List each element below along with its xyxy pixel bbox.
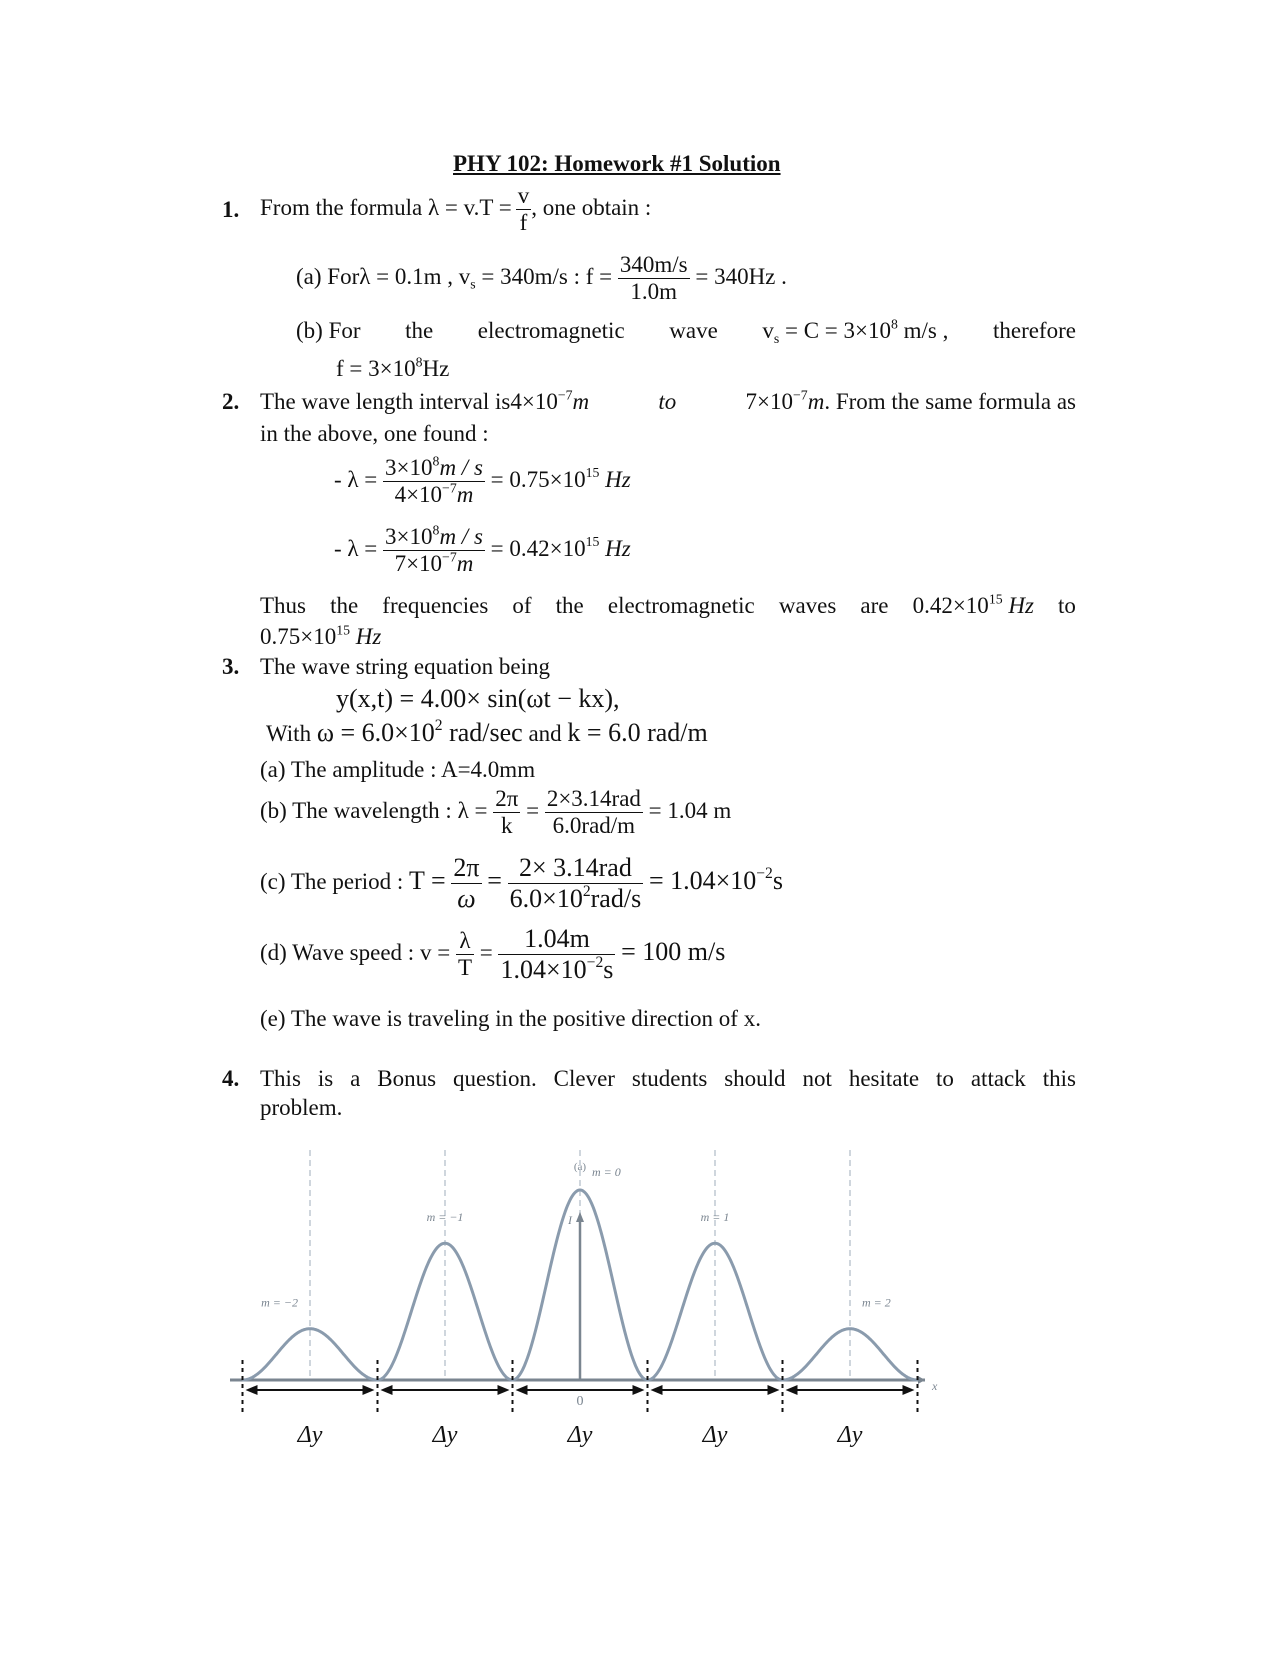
q3-number: 3.: [222, 654, 240, 679]
q3-part-e: (e) The wave is traveling in the positive direction of x.: [260, 1006, 761, 1031]
q2-eq1-num-exp: 8: [432, 453, 440, 469]
q1-a-label: (a) Forλ = 0.1m , v: [296, 263, 471, 289]
q4-word: Bonus: [377, 1066, 437, 1091]
q1-intro: From the formula λ = v.T =: [260, 194, 512, 220]
q2-val-a: 4×10: [510, 389, 558, 414]
q1-formula-line: [260, 183, 651, 236]
q2-text-a: The wave length interval is: [260, 389, 511, 414]
q3-omega: [317, 718, 523, 747]
spacing-arrowhead-left: [246, 1385, 258, 1395]
q3-part-a: (a) The amplitude : A=4.0mm: [260, 757, 536, 782]
q2-thus-word: are: [860, 593, 889, 618]
spacing-arrowhead-left: [516, 1385, 528, 1395]
q2-thus-line2: [260, 624, 381, 650]
q2-thus-unit: Hz: [1008, 593, 1034, 618]
q3-b-result: = 1.04 m: [648, 797, 732, 823]
q1-b-word: the: [405, 318, 434, 343]
q1-fraction-num: v: [517, 183, 530, 208]
q4-word: attack: [970, 1066, 1026, 1091]
panel-label: (a): [573, 1161, 587, 1173]
q1-a-num: 340m/s: [619, 252, 688, 277]
q1-b-sub: s: [773, 330, 780, 346]
q4-word: a: [350, 1066, 361, 1091]
q2-line1-a: [260, 389, 589, 415]
q1-fraction-den: f: [519, 210, 528, 235]
q2-thus-word: of: [512, 593, 532, 618]
q3-d-eq: =: [479, 939, 493, 965]
q3-with: With: [266, 721, 312, 746]
q3-b-num2: 2×3.14rad: [546, 786, 641, 811]
q2-line2: in the above, one found :: [260, 421, 489, 446]
q2-thus-word: the: [555, 593, 584, 618]
spacing-arrowhead-right: [498, 1385, 510, 1395]
q1-part-b-line1: [296, 318, 1076, 344]
q3-c-den1-sym: ω: [457, 884, 476, 913]
q3-part-b: [260, 786, 731, 839]
q3-c-frac1: [451, 853, 481, 914]
q2-number: 2.: [222, 389, 240, 414]
q3-c-den2-unit: rad/s: [590, 884, 642, 913]
q1-a-result: = 340Hz .: [695, 263, 787, 289]
q3-d-num1: λ: [456, 928, 474, 955]
q4-word: students: [631, 1066, 708, 1091]
q1-b-speed: [762, 318, 948, 344]
q4-word: is: [317, 1066, 334, 1091]
q3-c-eq: =: [487, 865, 502, 895]
spacing-arrowhead-right: [633, 1385, 645, 1395]
q3-d-frac2: [498, 924, 615, 985]
q2-to: to: [658, 389, 677, 414]
q3-d-den2: [498, 955, 615, 985]
q4-word: This: [260, 1066, 301, 1091]
spacing-arrowhead-left: [651, 1385, 663, 1395]
q3-constants: [266, 718, 708, 748]
spacing-arrowhead-left: [786, 1385, 798, 1395]
q2-eq1-num-val: 3×10: [385, 455, 433, 480]
q2-eq1-den-val: 4×10: [394, 482, 443, 507]
spacing-arrowhead-right: [363, 1385, 375, 1395]
q2-eq2-num-val: 3×10: [385, 524, 433, 549]
q4-word: this: [1042, 1066, 1076, 1091]
q2-thus-val: 0.42×10: [912, 593, 989, 618]
spacing-label: Δy: [837, 1422, 863, 1448]
q1-a-fraction: [618, 252, 690, 305]
q2-thus-exp2: 15: [336, 622, 351, 638]
q2-thus-word: the: [330, 593, 359, 618]
q3-c-frac2: [508, 853, 644, 914]
q2-eq2-prefix: - λ =: [334, 535, 378, 561]
q2-exp-a: −7: [557, 387, 573, 403]
q3-c-den2: [508, 884, 644, 914]
q1-b-f: f = 3×10: [336, 356, 416, 381]
q3-b-frac1: [493, 786, 520, 839]
q2-thus-unit2: Hz: [355, 624, 382, 649]
origin-label: 0: [576, 1394, 584, 1409]
q3-omega-val: ω = 6.0×10: [316, 718, 435, 747]
q1-b-therefore: therefore: [992, 318, 1076, 343]
q2-exp-b: −7: [793, 387, 808, 403]
q2-thus-exp: 15: [988, 591, 1003, 607]
q1-b-exp: 8: [891, 316, 898, 332]
q2-eq2-res-unit: Hz: [605, 535, 631, 561]
q2-thus-val2: 0.75×10: [260, 624, 337, 649]
q2-line1: [260, 389, 1076, 415]
q3-c-num1: 2π: [453, 853, 480, 882]
q3-and: and: [528, 721, 562, 746]
q3-b-label: (b) The wavelength : λ =: [260, 797, 488, 823]
q2-eq2-den-unit: m: [456, 551, 474, 576]
q3-intro: The wave string equation being: [260, 654, 550, 679]
q3-d-den2-exp: −2: [586, 954, 604, 972]
q2-eq1: [334, 455, 631, 508]
q2-eq1-prefix: - λ =: [334, 466, 378, 492]
q4-word: Clever: [553, 1066, 615, 1091]
q1-b-unit: m/s ,: [897, 318, 949, 343]
q2-eq1-den-exp: −7: [442, 480, 457, 496]
q2-eq2-den-exp: −7: [442, 549, 457, 565]
q3-c-res: = 1.04×10: [648, 865, 757, 895]
q2-eq1-res-exp: 15: [585, 465, 600, 481]
q3-c-label: (c) The period :: [260, 868, 404, 894]
q3-c-num2: 2× 3.14rad: [508, 853, 644, 884]
q3-c-T: T =: [409, 865, 446, 895]
q2-thus-word: Thus: [260, 593, 306, 618]
q3-k: k = 6.0 rad/m: [567, 718, 708, 747]
q4-line1: [260, 1066, 1076, 1092]
q2-eq1-den: [383, 482, 485, 508]
q1-a-mid: = 340m/s : f =: [481, 263, 613, 289]
q2-line1-b: [746, 389, 1076, 415]
q2-eq2-num: [383, 524, 485, 551]
q1-b-word: wave: [669, 318, 718, 343]
q3-b-eq: =: [526, 797, 540, 823]
q2-thus-word: electromagnetic: [607, 593, 755, 618]
q3-omega-unit: rad/sec: [442, 718, 523, 747]
q4-word: to: [936, 1066, 954, 1091]
q1-tail: , one obtain :: [531, 194, 652, 220]
q4-word: not: [802, 1066, 832, 1091]
q2-eq2-res-exp: 15: [585, 534, 600, 550]
q2-eq1-res-unit: Hz: [605, 466, 631, 492]
q1-b-word: (b) For: [296, 318, 361, 343]
q3-equation: y(x,t) = 4.00× sin(ωt − kx),: [336, 684, 620, 713]
q2-eq1-den-unit: m: [456, 482, 474, 507]
q2-eq2-fraction: [383, 524, 485, 577]
q3-d-frac1: [456, 928, 474, 981]
q3-b-den2: 6.0rad/m: [552, 813, 636, 838]
q1-part-a: [296, 252, 787, 305]
q3-part-c: [260, 853, 783, 914]
q2-eq1-num: [383, 455, 485, 482]
q1-b-f-unit: Hz: [422, 356, 450, 381]
q3-c-den2-exp: 2: [582, 883, 591, 901]
q2-unit-b: m: [807, 389, 825, 414]
spacing-arrowhead-right: [903, 1385, 915, 1395]
q3-b-frac2: [545, 786, 643, 839]
x-axis-arrowhead: [918, 1376, 925, 1384]
q3-d-den1: T: [457, 955, 472, 980]
q4-word: should: [724, 1066, 786, 1091]
q3-b-den1: k: [501, 813, 513, 838]
interference-figure: [180, 1150, 1000, 1460]
q1-b-v: v: [762, 318, 774, 343]
order-label: m = −1: [426, 1210, 464, 1225]
spacing-label: Δy: [432, 1422, 458, 1448]
order-labels: [261, 1165, 891, 1310]
q1-a-den: 1.0m: [630, 279, 678, 304]
page-title: PHY 102: Homework #1 Solution: [453, 151, 781, 176]
q2-thus-value: [913, 593, 1034, 619]
q2-eq2-num-exp: 8: [432, 522, 440, 538]
q2-eq1-res: = 0.75×10: [490, 466, 586, 492]
q2-thus-to: to: [1058, 593, 1076, 618]
q3-d-result: = 100 m/s: [621, 936, 726, 966]
q3-d-v: v =: [419, 939, 451, 965]
q1-b-word: electromagnetic: [477, 318, 625, 343]
q2-eq2-den-val: 7×10: [394, 551, 443, 576]
q1-part-b-line2: [336, 356, 449, 382]
q1-b-eq: = C = 3×10: [784, 318, 891, 343]
q3-c-res-unit: s: [772, 865, 783, 895]
q2-eq2-num-unit: m / s: [439, 524, 483, 549]
q3-b-num1: 2π: [495, 786, 519, 811]
q2-eq2: [334, 524, 631, 577]
q3-d-den2-val: 1.04×10: [500, 955, 587, 984]
y-axis-arrowhead: [576, 1212, 584, 1222]
q3-c-den1: [451, 884, 481, 914]
q4-word: question.: [453, 1066, 537, 1091]
q2-eq2-res: = 0.42×10: [490, 535, 586, 561]
q3-d-num2: 1.04m: [498, 924, 615, 955]
q2-eq2-den: [383, 551, 485, 577]
q4-word: hesitate: [848, 1066, 920, 1091]
q3-omega-exp: 2: [434, 717, 443, 735]
q4-number: 4.: [222, 1066, 240, 1091]
q2-thus-word: frequencies: [382, 593, 489, 618]
spacing-label: Δy: [567, 1422, 593, 1448]
q1-a-subscript: s: [470, 276, 476, 292]
q3-c-res-exp: −2: [756, 864, 773, 882]
q3-c-den2-val: 6.0×10: [509, 884, 583, 913]
order-label: m = 0: [592, 1165, 621, 1179]
order-label: m = −2: [261, 1295, 298, 1310]
spacing-arrowhead-left: [381, 1385, 393, 1395]
q4-line2: problem.: [260, 1095, 343, 1120]
q3-d-den2-unit: s: [603, 955, 614, 984]
q2-thus-word: waves: [778, 593, 837, 618]
spacing-arrowhead-right: [768, 1385, 780, 1395]
q2-unit-a: m: [572, 389, 590, 414]
q2-eq1-num-unit: m / s: [439, 455, 483, 480]
q2-eq1-fraction: [383, 455, 485, 508]
y-axis-label: I: [568, 1213, 572, 1227]
q2-text-b: . From the same formula as: [824, 389, 1076, 414]
order-label: m = 2: [862, 1295, 891, 1310]
x-axis-label: x: [932, 1379, 938, 1393]
order-label: m = 1: [700, 1210, 730, 1225]
spacing-label: Δy: [297, 1422, 323, 1448]
q1-number: 1.: [222, 197, 240, 222]
q1-fraction: [516, 183, 532, 236]
q2-thus-line1: [260, 593, 1076, 619]
q2-val-b: 7×10: [745, 389, 794, 414]
q3-part-d: [260, 924, 725, 985]
spacing-label: Δy: [702, 1422, 728, 1448]
q1-b-f-exp: 8: [415, 354, 423, 370]
q3-c-result: [649, 866, 783, 895]
q3-d-label: (d) Wave speed :: [260, 939, 415, 965]
